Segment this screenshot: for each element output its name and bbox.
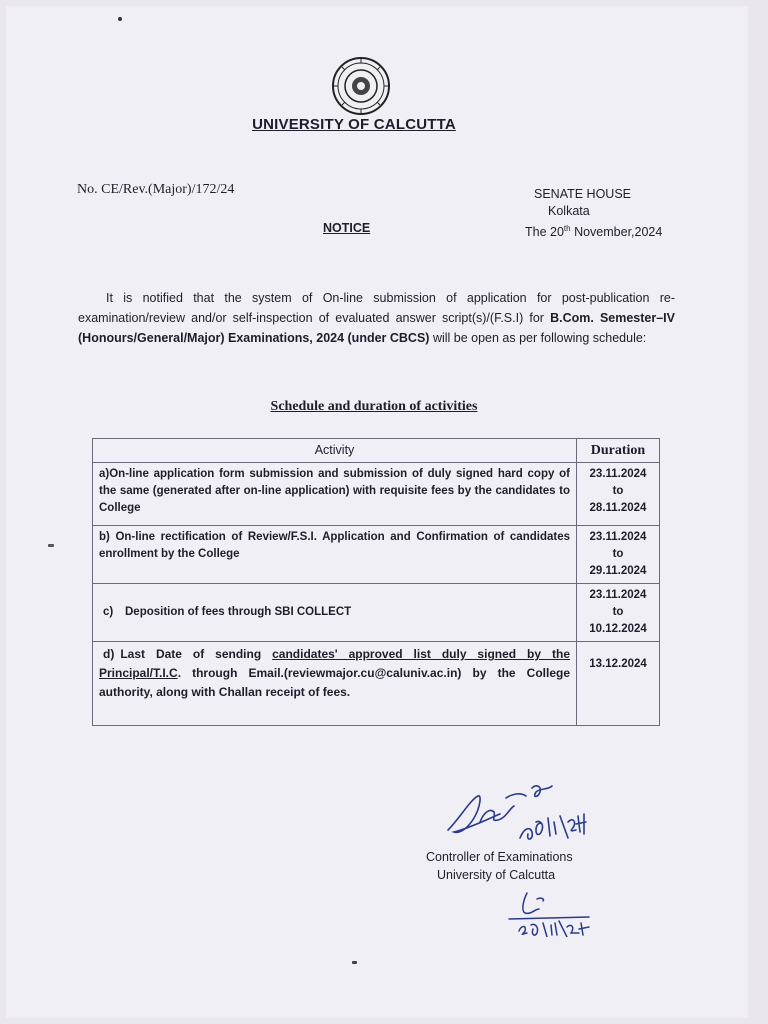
- activity-cell: b) On-line rectification of Review/F.S.I. Application and Confirmation of candidates enrollment by the College: [93, 526, 577, 584]
- signatory-institution: University of Calcutta: [437, 868, 556, 882]
- place-line-city: Kolkata: [548, 204, 590, 218]
- table-row: [93, 526, 660, 584]
- signatory-block: [426, 848, 573, 884]
- place-and-date: [500, 186, 675, 241]
- duration-column-header: Duration: [577, 439, 660, 463]
- initials-signature-icon: [505, 887, 595, 937]
- speck-mark: [48, 544, 54, 547]
- activity-cell: c) Deposition of fees through SBI COLLECT: [93, 584, 577, 642]
- activity-cell: a)On-line application form submission and submission of duly signed hard copy of the same (generated after on-line application) with requisite fees by the candidates to College: [93, 463, 577, 526]
- table-row: [93, 463, 660, 526]
- controller-signature-icon: [440, 778, 600, 848]
- notice-paragraph: It is notified that the system of On-line submission of application for post-publication re-examination/review and/or self-inspection of evaluated answer script(s)/(F.S.I) for B.Com. Semester–IV (Honours/General/Major) Examinations, 2024 (under CBCS) will be open as per following schedule:: [78, 291, 675, 345]
- signatory-title: Controller of Examinations: [426, 850, 573, 864]
- notice-date: The 20th November,2024: [525, 224, 663, 240]
- university-seal-icon: [331, 56, 391, 116]
- table-row: [93, 642, 660, 726]
- speck-mark: [118, 17, 122, 21]
- table-header-row: [93, 439, 660, 463]
- duration-cell: 23.11.2024 to 29.11.2024: [577, 526, 660, 584]
- reference-number: No. CE/Rev.(Major)/172/24: [77, 182, 235, 197]
- duration-cell: 23.11.2024 to 28.11.2024: [577, 463, 660, 526]
- speck-mark: [352, 961, 357, 964]
- notice-heading: NOTICE: [323, 221, 371, 235]
- duration-cell: 23.11.2024 to 10.12.2024: [577, 584, 660, 642]
- table-row: [93, 584, 660, 642]
- university-title: UNIVERSITY OF CALCUTTA: [252, 116, 456, 133]
- duration-cell: 13.12.2024: [577, 642, 660, 726]
- activity-column-header: Activity: [93, 439, 577, 463]
- activity-cell: d) Last Date of sending candidates' approved list duly signed by the Principal/T.I.C. through Email.(reviewmajor.cu@caluniv.ac.in) by the College authority, along with Challan receipt of fees.: [93, 642, 577, 726]
- place-line-senate-house: SENATE HOUSE: [534, 187, 632, 201]
- schedule-table: [92, 438, 660, 726]
- schedule-title: Schedule and duration of activities: [270, 399, 478, 414]
